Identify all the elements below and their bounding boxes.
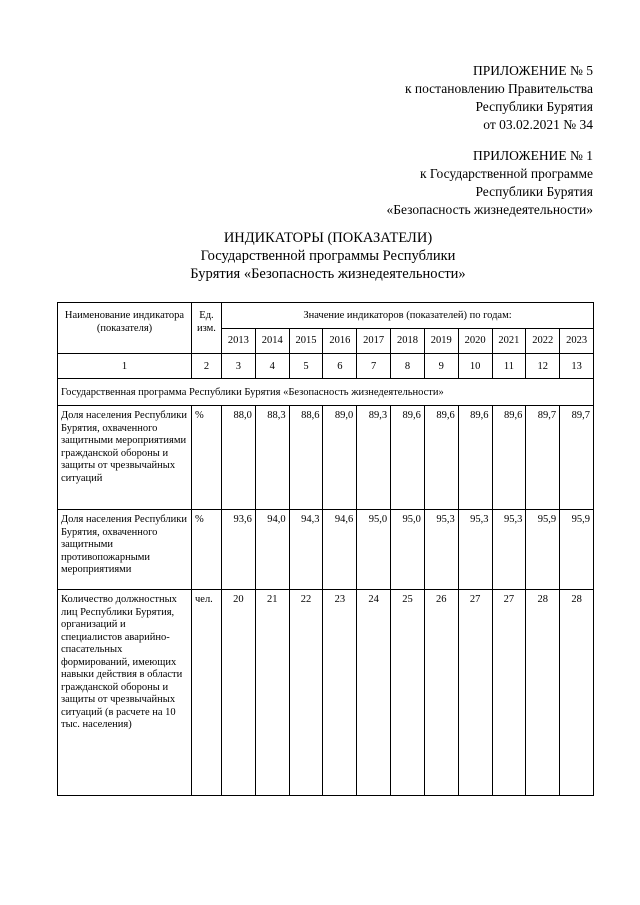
indicator-value-cell: 95,3 [458,510,492,590]
indicator-unit-cell: чел. [192,590,222,796]
table-row [58,406,594,510]
indicator-value-cell: 28 [560,590,594,796]
header-values-cell: Значение индикаторов (показателей) по годам: [222,303,594,329]
annex-1-line: к Государственной программе [419,166,593,181]
table-row [58,510,594,590]
indicator-value-cell: 89,6 [424,406,458,510]
year-cell: 2015 [289,328,323,354]
indicator-value-cell: 89,6 [391,406,425,510]
column-number-cell: 3 [222,354,256,379]
column-number-cell: 12 [526,354,560,379]
column-number-cell: 8 [391,354,425,379]
section-title-cell: Государственная программа Республики Бурятия «Безопасность жизнедеятельности» [58,379,594,406]
year-cell: 2014 [255,328,289,354]
column-number-cell: 5 [289,354,323,379]
annex-1-line: «Безопасность жизнедеятельности» [386,202,593,217]
annex-5-line: ПРИЛОЖЕНИЕ № 5 [472,63,593,78]
column-number-cell: 6 [323,354,357,379]
column-number-cell: 10 [458,354,492,379]
section-row [58,379,594,406]
indicator-value-cell: 89,7 [560,406,594,510]
indicator-name-cell: Доля населения Республики Бурятия, охваченного защитными мероприятиями гражданской обороны и защиты от чрезвычайных ситуаций [58,406,192,510]
indicator-unit-cell: % [192,510,222,590]
year-cell: 2021 [492,328,526,354]
indicator-name-cell: Доля населения Республики Бурятия, охваченного защитными противопожарными мероприятиями [58,510,192,590]
header-unit-cell: Ед. изм. [192,303,222,354]
column-number-cell: 11 [492,354,526,379]
indicator-value-cell: 20 [222,590,256,796]
indicator-unit-cell: % [192,406,222,510]
year-cell: 2019 [424,328,458,354]
year-cell: 2018 [391,328,425,354]
indicator-value-cell: 89,6 [492,406,526,510]
indicators-table [57,302,594,796]
title-line: ИНДИКАТОРЫ (ПОКАЗАТЕЛИ) [223,230,433,246]
indicator-value-cell: 26 [424,590,458,796]
indicator-value-cell: 89,0 [323,406,357,510]
indicator-value-cell: 89,7 [526,406,560,510]
column-number-cell: 7 [357,354,391,379]
indicator-value-cell: 21 [255,590,289,796]
header-name-cell: Наименование индикатора (показателя) [58,303,192,354]
annex-5-header [405,62,593,134]
column-number-cell: 4 [255,354,289,379]
indicator-value-cell: 95,3 [424,510,458,590]
year-cell: 2016 [323,328,357,354]
title-line: Бурятия «Безопасность жизнедеятельности» [190,266,466,282]
annex-1-line: Республики Бурятия [475,184,593,199]
annex-1-header [386,147,593,219]
year-cell: 2017 [357,328,391,354]
indicator-value-cell: 95,9 [560,510,594,590]
indicator-value-cell: 95,0 [357,510,391,590]
column-number-cell: 1 [58,354,192,379]
indicator-value-cell: 27 [458,590,492,796]
indicator-value-cell: 89,3 [357,406,391,510]
indicator-value-cell: 94,0 [255,510,289,590]
indicator-value-cell: 88,6 [289,406,323,510]
indicator-value-cell: 93,6 [222,510,256,590]
indicator-value-cell: 24 [357,590,391,796]
indicator-value-cell: 23 [323,590,357,796]
indicator-value-cell: 94,6 [323,510,357,590]
table-header-row [58,303,594,329]
indicator-value-cell: 88,3 [255,406,289,510]
indicator-name-cell: Количество должностных лиц Республики Бурятия, организаций и специалистов аварийно-спасательных формирований, имеющих навыки действия в области гражданской обороны и защиты от чрезвычайных ситуаций (в расчете на 10 тыс. населения) [58,590,192,796]
annex-5-line: Республики Бурятия [475,99,593,114]
indicator-value-cell: 95,0 [391,510,425,590]
indicator-value-cell: 25 [391,590,425,796]
indicator-value-cell: 95,3 [492,510,526,590]
column-number-row [58,354,594,379]
indicator-value-cell: 88,0 [222,406,256,510]
annex-5-line: к постановлению Правительства [404,81,593,96]
title-line: Государственной программы Республики [200,248,456,264]
indicator-value-cell: 22 [289,590,323,796]
document-title [0,229,640,283]
indicator-value-cell: 94,3 [289,510,323,590]
indicator-value-cell: 27 [492,590,526,796]
annex-5-line: от 03.02.2021 № 34 [483,117,593,132]
column-number-cell: 2 [192,354,222,379]
year-cell: 2022 [526,328,560,354]
table-row [58,590,594,796]
column-number-cell: 13 [560,354,594,379]
year-cell: 2023 [560,328,594,354]
indicator-value-cell: 89,6 [458,406,492,510]
column-number-cell: 9 [424,354,458,379]
indicator-value-cell: 95,9 [526,510,560,590]
year-cell: 2013 [222,328,256,354]
year-cell: 2020 [458,328,492,354]
indicator-value-cell: 28 [526,590,560,796]
annex-1-line: ПРИЛОЖЕНИЕ № 1 [472,148,593,163]
